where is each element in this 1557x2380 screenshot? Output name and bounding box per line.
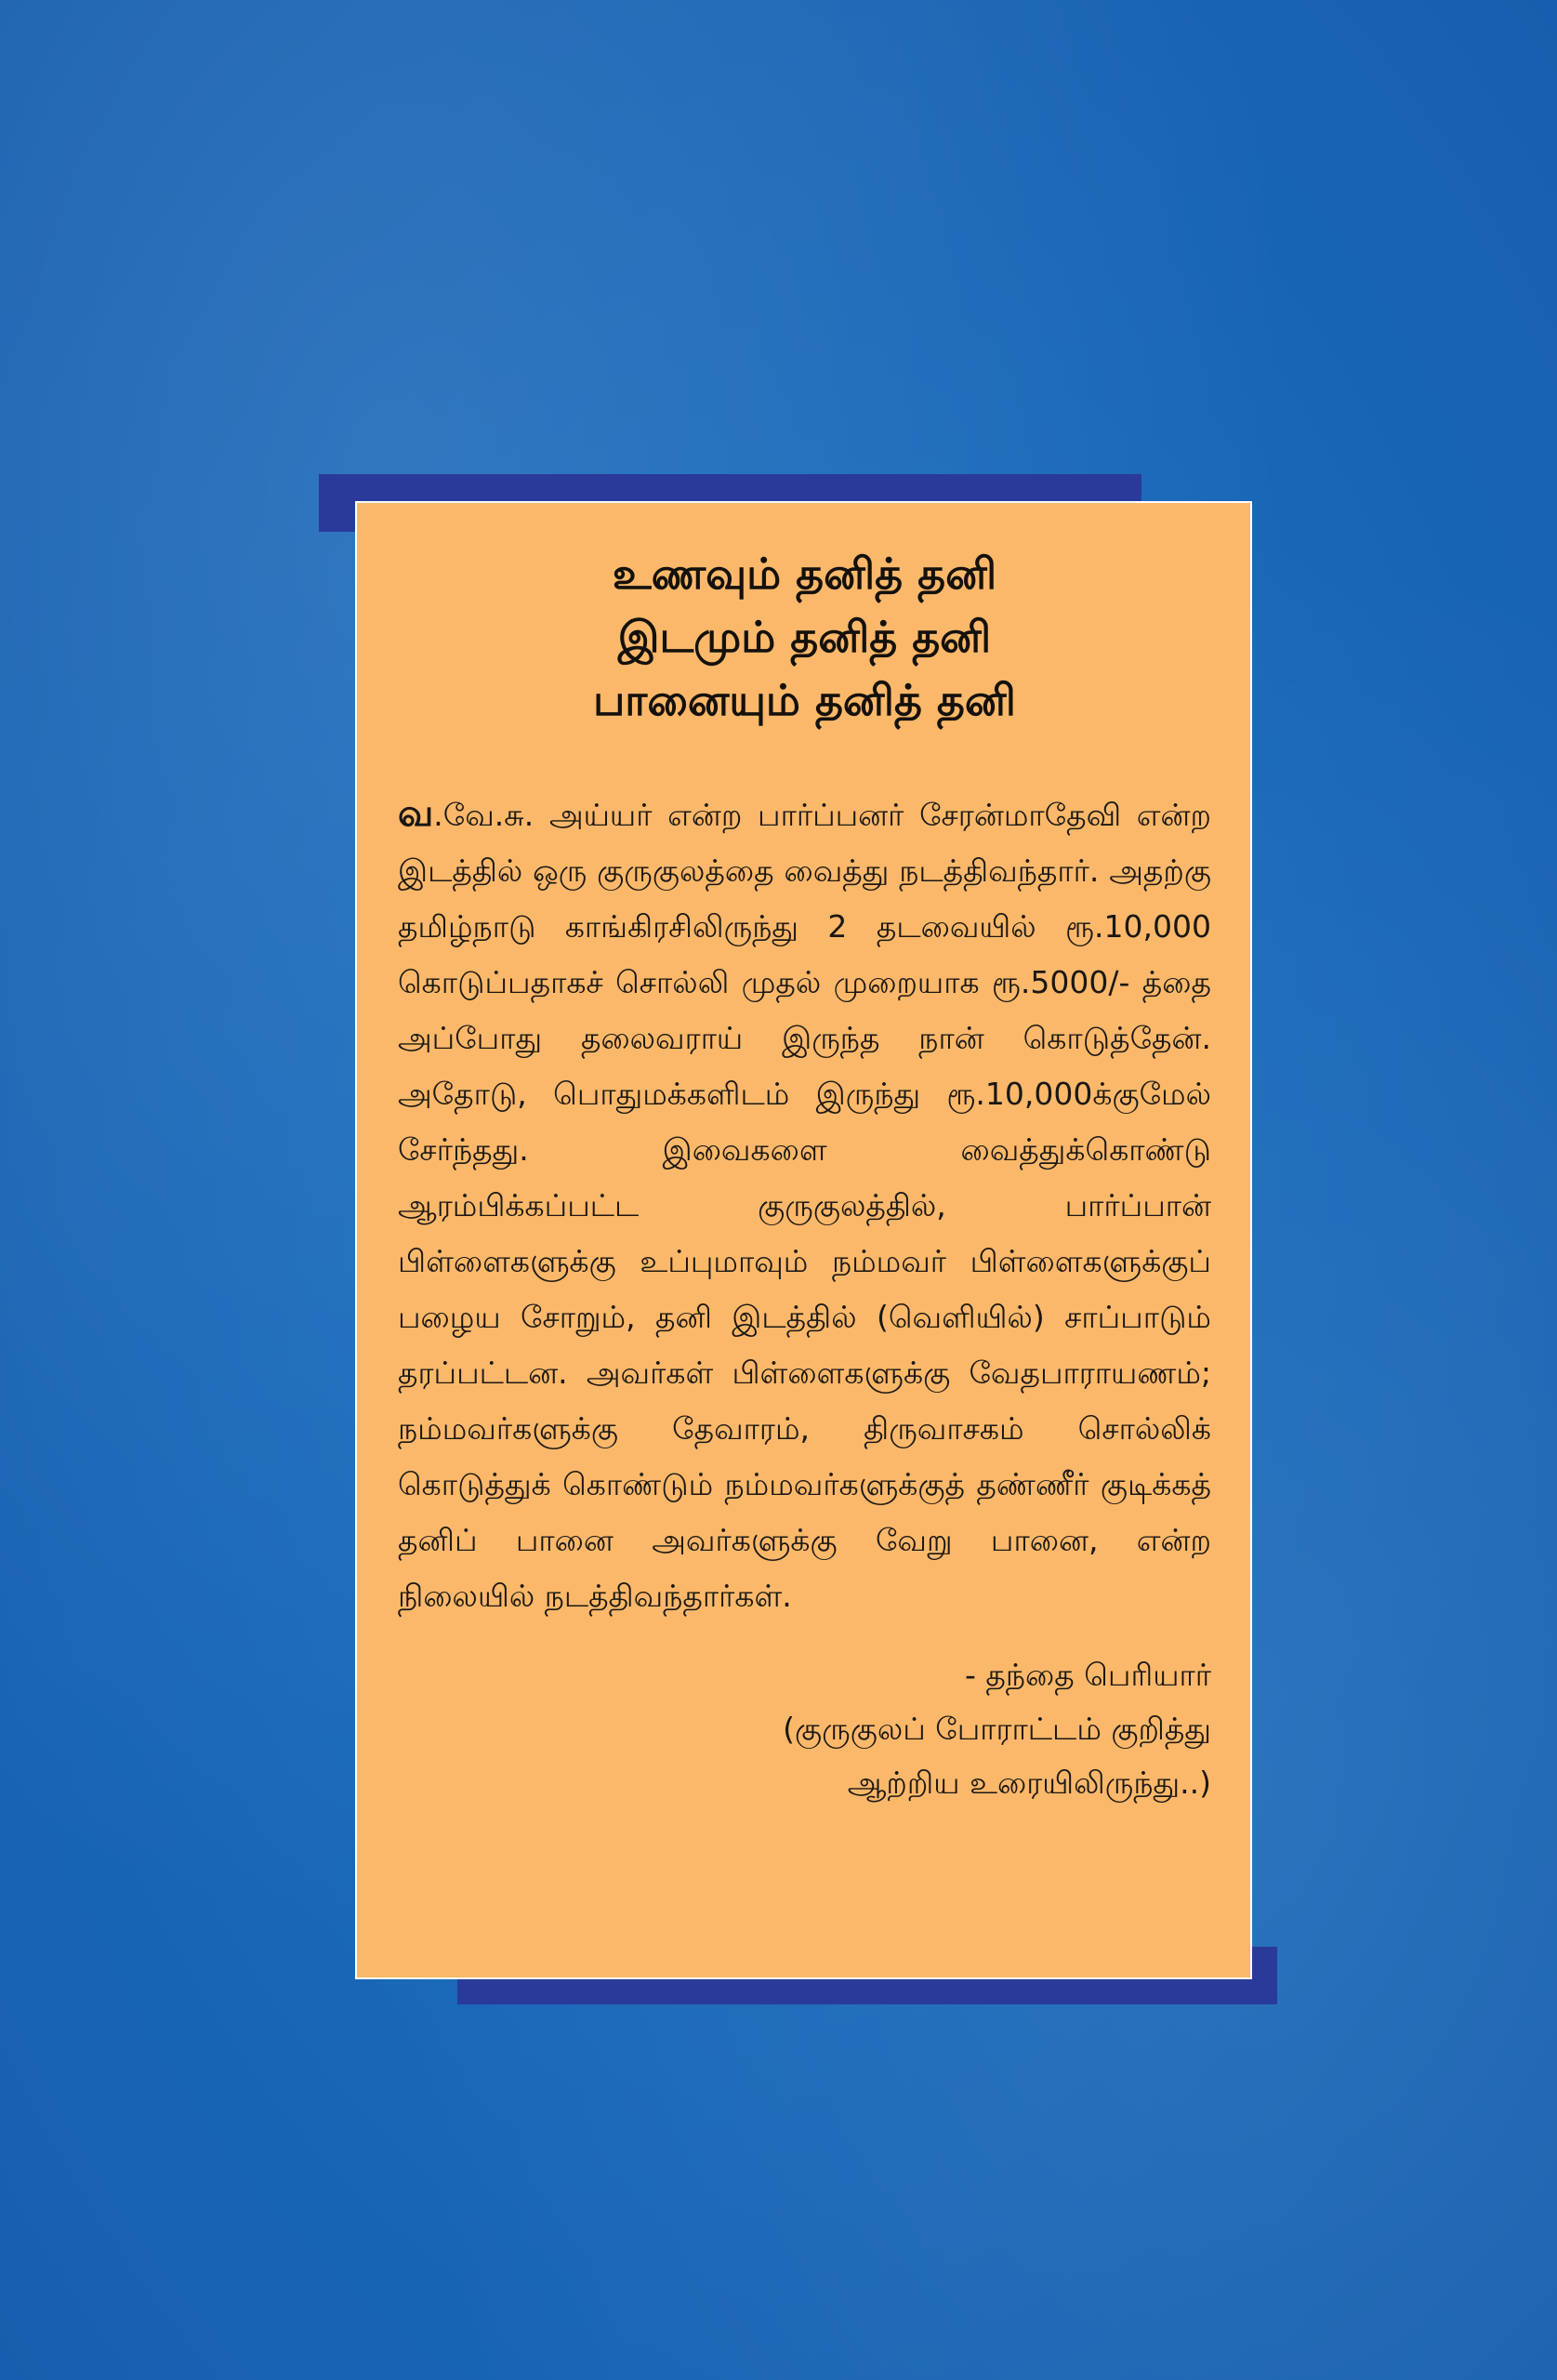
attribution-author: - தந்தை பெரியார் bbox=[964, 1657, 1211, 1693]
title-line-1: உணவும் தனித் தனி bbox=[612, 549, 997, 599]
attribution-source-line-2: ஆற்றிய உரையிலிருந்து..) bbox=[847, 1765, 1211, 1801]
drop-cap-letter: வ bbox=[398, 792, 434, 835]
quote-body-text: .வே.சு. அய்யர் என்ற பார்ப்பனர் சேரன்மாதேவி என்ற இடத்தில் ஒரு குருகுலத்தை வைத்து நடத்திவந்தார். அதற்கு தமிழ்நாடு காங்கிரசிலிருந்து 2 தடவையில் ரூ.10,000 கொடுப்பதாகச் சொல்லி முதல் முறையாக ரூ.5000/- த்தை அப்போது தலைவராய் இருந்த நான் கொடுத்தேன். அதோடு, பொதுமக்களிடம் இருந்து ரூ.10,000க்குமேல் சேர்ந்தது. இவைகளை வைத்துக்கொண்டு ஆரம்பிக்கப்பட்ட குருகுலத்தில், பார்ப்பான் பிள்ளைகளுக்கு உப்புமாவும் நம்மவர் பிள்ளைகளுக்குப் பழைய சோறும், தனி இடத்தில் (வெளியில்) சாப்பாடும் தரப்பட்டன. அவர்கள் பிள்ளைகளுக்கு வேதபாராயணம்; நம்மவர்களுக்கு தேவாரம், திருவாசகம் சொல்லிக் கொடுத்துக் கொண்டும் நம்மவர்களுக்குத் தண்ணீர் குடிக்கத் தனிப் பானை அவர்களுக்கு வேறு பானை, என்ற நிலையில் நடத்திவந்தார்கள். bbox=[398, 797, 1211, 1614]
title-line-3: பானையும் தனித் தனி bbox=[593, 675, 1016, 725]
attribution bbox=[398, 1648, 1211, 1810]
attribution-source-line-1: (குருகுலப் போராட்டம் குறித்து bbox=[783, 1711, 1211, 1747]
quote-body bbox=[398, 786, 1211, 1624]
title-line-2: இடமும் தனித் தனி bbox=[617, 612, 992, 662]
card-title bbox=[398, 542, 1211, 732]
quote-card bbox=[355, 501, 1252, 1979]
